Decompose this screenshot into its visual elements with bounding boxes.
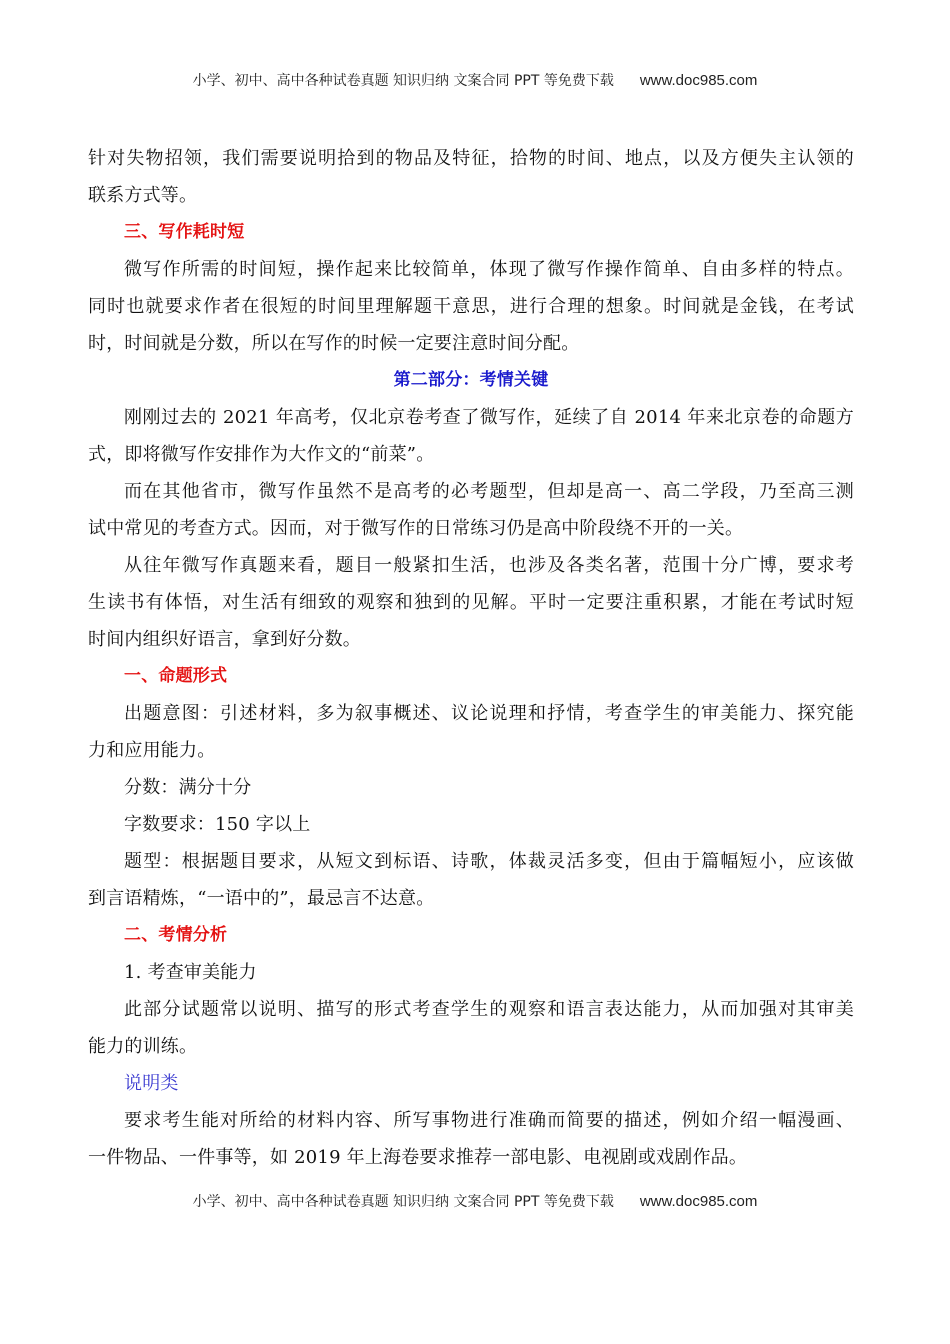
paragraph-line: 时，时间就是分数，所以在写作的时候一定要注意时间分配。 (88, 333, 580, 354)
section-heading-er: 二、考情分析 (124, 925, 228, 945)
paragraph-line: 能力的训练。 (88, 1036, 198, 1057)
paragraph-line: 微写作所需的时间短，操作起来比较简单，体现了微写作操作简单、自由多样的特点。 (124, 259, 854, 280)
paragraph-line: 试中常见的考查方式。因而，对于微写作的日常练习仍是高中阶段绕不开的一关。 (88, 518, 744, 539)
paragraph-line: 力和应用能力。 (88, 740, 216, 761)
paragraph-line: 要求考生能对所给的材料内容、所写事物进行准确而简要的描述，例如介绍一幅漫画、 (124, 1110, 854, 1131)
footer-site-link[interactable]: www.doc985.com (639, 1193, 758, 1210)
numbered-item: 1. 考查审美能力 (124, 962, 257, 983)
page-header (0, 70, 950, 90)
header-text: 小学、初中、高中各种试卷真题 知识归纳 文案合同 PPT 等免费下载 (192, 73, 614, 89)
document-body (88, 140, 854, 1176)
paragraph-line: 从往年微写作真题来看，题目一般紧扣生活，也涉及各类名著，范围十分广博，要求考 (124, 555, 854, 576)
paragraph-line: 一件物品、一件事等，如 2019 年上海卷要求推荐一部电影、电视剧或戏剧作品。 (88, 1147, 748, 1168)
paragraph-line: 出题意图：引述材料，多为叙事概述、议论说理和抒情，考查学生的审美能力、探究能 (124, 703, 854, 724)
paragraph-line: 到言语精炼，“一语中的”，最忌言不达意。 (88, 888, 435, 909)
paragraph-line: 时间内组织好语言，拿到好分数。 (88, 629, 361, 650)
section-heading-san: 三、写作耗时短 (124, 222, 245, 242)
paragraph-line: 式，即将微写作安排作为大作文的“前菜”。 (88, 444, 435, 465)
page-footer (0, 1191, 950, 1211)
header-site-link[interactable]: www.doc985.com (639, 72, 758, 89)
score-line: 分数：满分十分 (124, 777, 252, 798)
paragraph-line: 针对失物招领，我们需要说明拾到的物品及特征，拾物的时间、地点，以及方便失主认领的 (88, 148, 854, 169)
part-title: 第二部分：考情关键 (393, 370, 549, 390)
paragraph-line: 联系方式等。 (88, 185, 198, 206)
section-heading-yi: 一、命题形式 (124, 666, 228, 686)
paragraph-line: 刚刚过去的 2021 年高考，仅北京卷考查了微写作，延续了自 2014 年来北京卷的命题方 (124, 407, 854, 428)
paragraph-line: 而在其他省市，微写作虽然不是高考的必考题型，但却是高一、高二学段，乃至高三测 (124, 481, 854, 502)
paragraph-line: 此部分试题常以说明、描写的形式考查学生的观察和语言表达能力，从而加强对其审美 (124, 999, 854, 1020)
footer-text: 小学、初中、高中各种试卷真题 知识归纳 文案合同 PPT 等免费下载 (192, 1194, 614, 1210)
paragraph-line: 生读书有体悟，对生活有细致的观察和独到的见解。平时一定要注重积累，才能在考试时短 (88, 592, 854, 613)
paragraph-line: 同时也就要求作者在很短的时间里理解题干意思，进行合理的想象。时间就是金钱，在考试 (88, 296, 854, 317)
word-count-line: 字数要求：150 字以上 (124, 814, 311, 835)
paragraph-line: 题型：根据题目要求，从短文到标语、诗歌，体裁灵活多变，但由于篇幅短小，应该做 (124, 851, 854, 872)
subheading-shuoming: 说明类 (124, 1073, 179, 1094)
